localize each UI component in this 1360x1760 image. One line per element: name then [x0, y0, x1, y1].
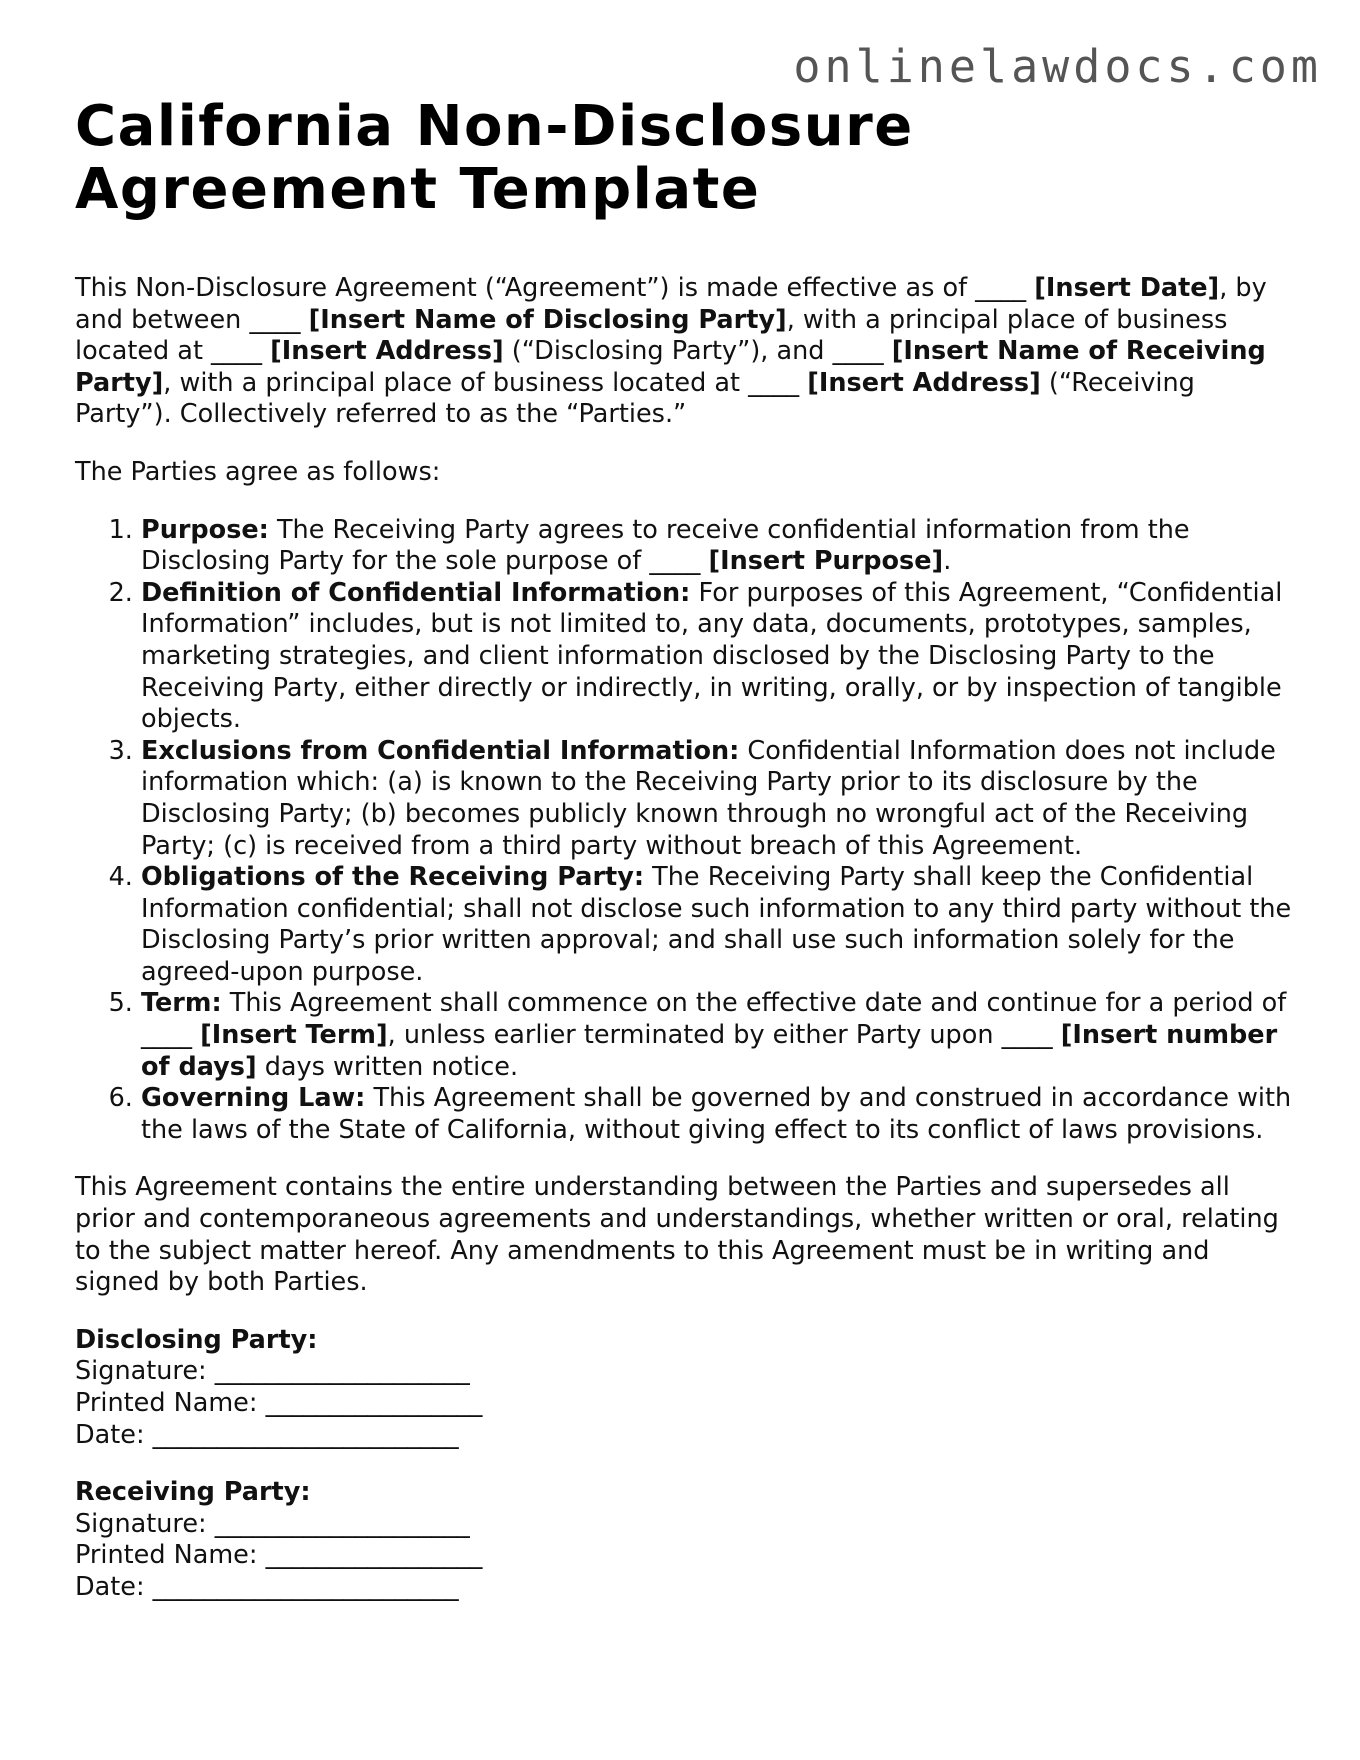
clause-heading: Purpose:	[141, 514, 269, 545]
agree-paragraph: The Parties agree as follows:	[75, 456, 441, 487]
closing-paragraph: This Agreement contains the entire understanding between the Parties and supersedes all prior and contemporaneous agreements and understandings, whether written or oral, relating to the subject matter hereof. Any amendments to this Agreement must be in writing and signed by both Parties.	[75, 1172, 1279, 1298]
date-line: Date: ________________________	[75, 1419, 459, 1450]
placeholder-receiving-address: [Insert Address]	[807, 367, 1041, 398]
clause-text: , unless earlier terminated by either Party upon ____	[387, 1020, 1061, 1051]
intro-text-1: This Non-Disclosure Agreement (“Agreement”) is made effective as of ____	[75, 273, 1035, 303]
placeholder-term: [Insert Term]	[200, 1020, 388, 1051]
clause-text: The Receiving Party shall keep the Confidential Information confidential; shall not disclose such information to any third party without the Disclosing Party’s prior written approval; and shall use such information solely for the agreed-upon purpose.	[141, 862, 1292, 987]
placeholder-disclosing-address: [Insert Address]	[270, 336, 504, 367]
clause-list	[75, 515, 1295, 1147]
signature-block-heading: Disclosing Party:	[75, 1324, 318, 1355]
intro-text-6: (“Receiving Party”). Collectively referred to as the “Parties.”	[75, 367, 1195, 430]
placeholder-purpose: [Insert Purpose]	[708, 546, 944, 577]
placeholder-date: [Insert Date]	[1034, 273, 1220, 303]
signature-block-heading: Receiving Party:	[75, 1477, 311, 1508]
clause-heading: Obligations of the Receiving Party:	[141, 862, 645, 893]
printed-name-line: Printed Name: _________________	[75, 1540, 483, 1571]
clause-heading: Definition of Confidential Information:	[141, 577, 691, 608]
signature-block-receiving	[75, 1477, 1295, 1603]
clause-governing-law	[141, 1083, 1295, 1146]
watermark-site: onlinelawdocs.com	[793, 40, 1322, 93]
date-line: Date: ________________________	[75, 1571, 459, 1602]
clause-heading: Term:	[141, 988, 222, 1019]
clause-text: The Receiving Party agrees to receive confidential information from the Disclosing Party for the sole purpose of ____	[141, 514, 1190, 577]
clause-obligations	[141, 862, 1295, 988]
clause-text: For purposes of this Agreement, “Confidential Information” includes, but is not limited to, any data, documents, prototypes, samples, marketing strategies, and client information disclosed by the Disclosing Party to the Receiving Party, either directly or indirectly, in writing, orally, or by inspection of tangible objects.	[141, 577, 1283, 735]
clause-heading: Exclusions from Confidential Information:	[141, 735, 740, 766]
signature-block-disclosing	[75, 1325, 1295, 1451]
intro-text-5: , with a principal place of business located at ____	[163, 367, 808, 398]
clause-purpose	[141, 515, 1295, 578]
document-body	[75, 273, 1295, 1604]
clause-text: Confidential Information does not include information which: (a) is known to the Receiving Party prior to its disclosure by the Disclosing Party; (b) becomes publicly known through no wrongful act of the Receiving Party; (c) is received from a third party without breach of this Agreement.	[141, 735, 1276, 861]
clause-text: This Agreement shall commence on the effective date and continue for a period of ____	[141, 988, 1287, 1051]
clause-text: days written notice.	[256, 1051, 519, 1082]
clause-text: This Agreement shall be governed by and construed in accordance with the laws of the State of California, without giving effect to its conflict of laws provisions.	[141, 1083, 1292, 1145]
clause-text: .	[943, 546, 952, 577]
intro-text-2: , by and between ____	[75, 273, 1267, 335]
document-title: California Non-Disclosure Agreement Template	[75, 94, 914, 222]
clause-term	[141, 988, 1295, 1083]
placeholder-receiving-name: [Insert Name of Receiving Party]	[75, 336, 1266, 398]
document-page	[75, 95, 1295, 1604]
clause-heading: Governing Law:	[141, 1083, 366, 1114]
printed-name-line: Printed Name: _________________	[75, 1388, 483, 1418]
intro-text-4: (“Disclosing Party”), and ____	[503, 336, 892, 367]
signature-line: Signature: ____________________	[75, 1356, 470, 1387]
clause-exclusions	[141, 736, 1295, 862]
intro-paragraph	[75, 273, 1295, 431]
placeholder-days: [Insert number of days]	[141, 1020, 1278, 1082]
intro-text-3: , with a principal place of business located at ____	[75, 304, 1228, 367]
clause-definition	[141, 578, 1295, 736]
placeholder-disclosing-name: [Insert Name of Disclosing Party]	[308, 304, 787, 335]
signature-line: Signature: ____________________	[75, 1508, 470, 1539]
